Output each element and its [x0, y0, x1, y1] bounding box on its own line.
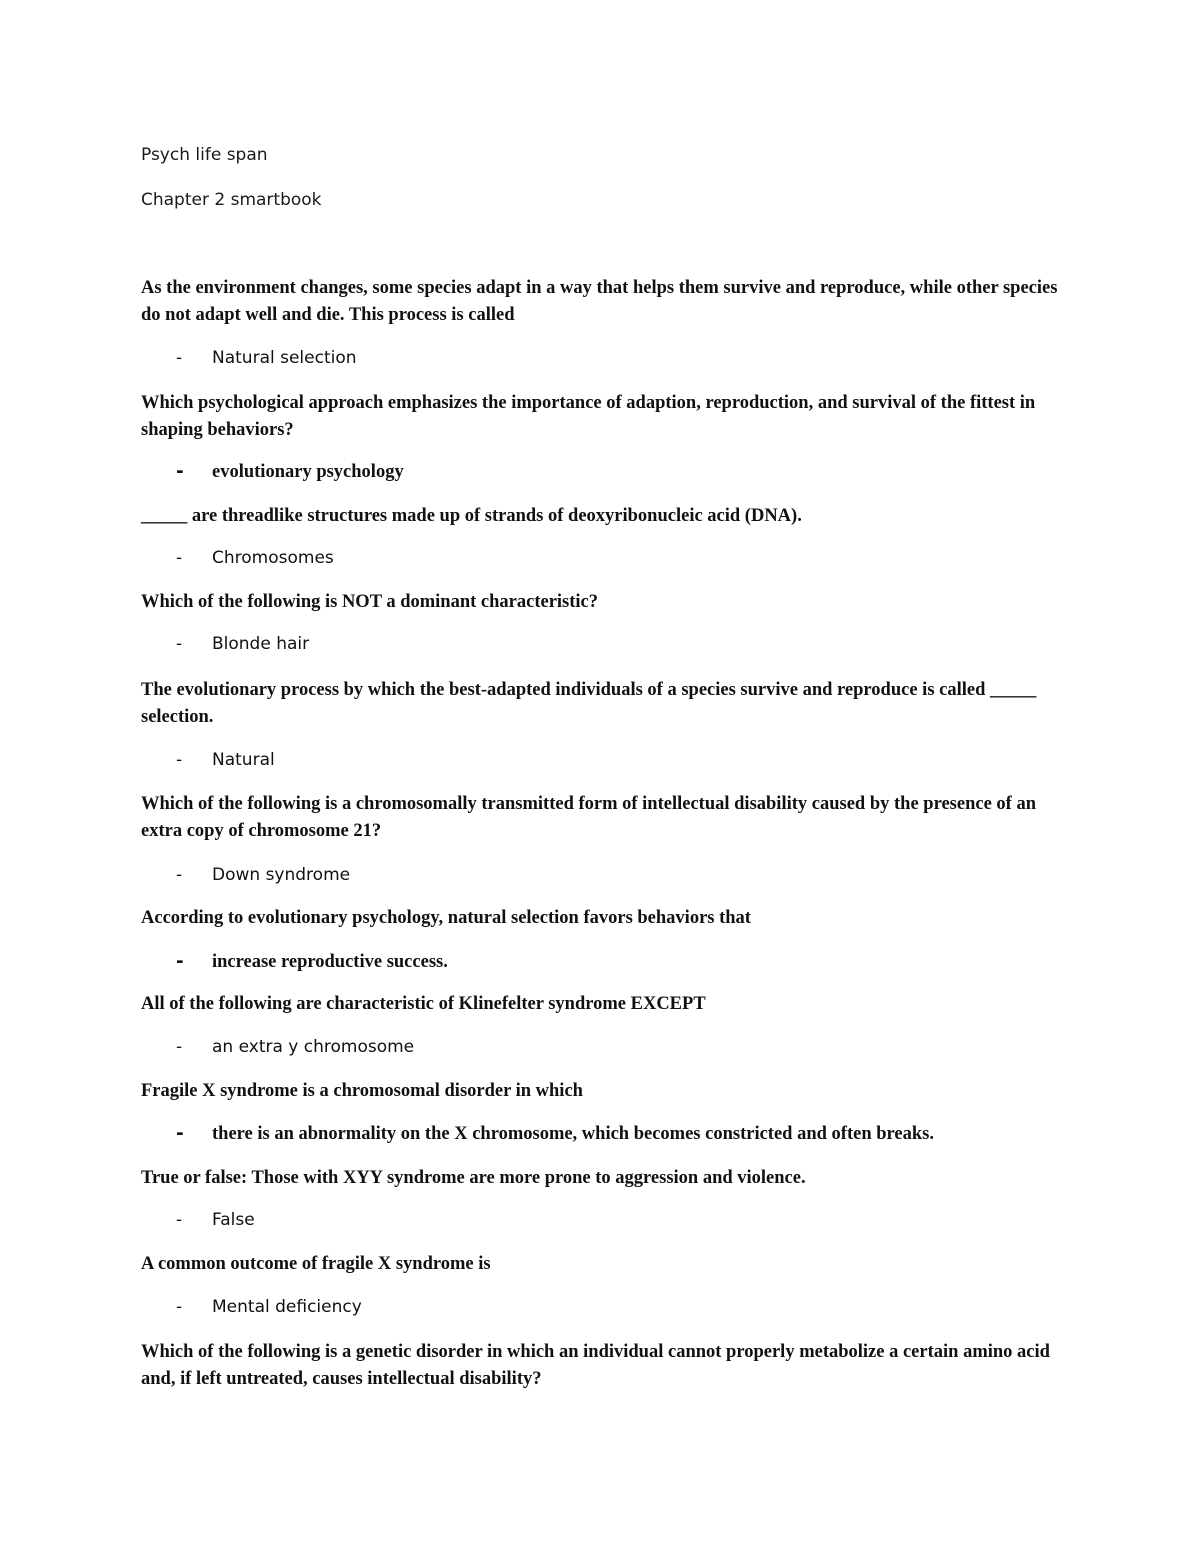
answer-item — [176, 1208, 255, 1232]
answer-text: Natural selection — [212, 348, 357, 368]
bullet-dash: - — [176, 548, 183, 568]
answer-item — [176, 748, 275, 772]
bullet-dash: - — [176, 1297, 183, 1317]
question-text: A common outcome of fragile X syndrome is — [141, 1254, 491, 1274]
question-text: _____ are threadlike structures made up of strands of deoxyribonucleic acid (DNA). — [141, 506, 802, 526]
question-text: According to evolutionary psychology, natural selection favors behaviors that — [141, 908, 751, 928]
answer-item — [176, 632, 309, 656]
bullet-dash: - — [176, 1037, 183, 1057]
answer-item — [176, 460, 404, 484]
bullet-dash: - — [176, 461, 184, 482]
answer-text: Down syndrome — [212, 865, 351, 885]
question-text: True or false: Those with XYY syndrome are more prone to aggression and violence. — [141, 1168, 806, 1188]
answer-item — [176, 1295, 362, 1319]
answer-text: Chromosomes — [212, 548, 334, 568]
question-text: Which of the following is a chromosomally transmitted form of intellectual disability caused by the presence of an extra copy of chromosome 21? — [141, 794, 1036, 841]
answer-item — [176, 950, 448, 974]
question-text: As the environment changes, some species adapt in a way that helps them survive and reproduce, while other species do not adapt well and die. This process is called — [141, 278, 1058, 325]
answer-text: Blonde hair — [212, 634, 310, 654]
question-text: Fragile X syndrome is a chromosomal disorder in which — [141, 1081, 583, 1101]
answer-item — [176, 1122, 934, 1146]
answer-text: evolutionary psychology — [212, 462, 404, 482]
answer-text: Mental deficiency — [212, 1297, 362, 1317]
answer-item — [176, 346, 357, 370]
document-title: Psych life span — [141, 145, 268, 165]
bullet-dash: - — [176, 750, 183, 770]
question-text: Which psychological approach emphasizes the importance of adaption, reproduction, and survival of the fittest in shaping behaviors? — [141, 393, 1036, 440]
answer-text: increase reproductive success. — [212, 952, 448, 972]
bullet-dash: - — [176, 1123, 184, 1144]
answer-text: an extra y chromosome — [212, 1037, 415, 1057]
answer-text: Natural — [212, 750, 275, 770]
answer-text: False — [212, 1210, 255, 1230]
question-text: Which of the following is a genetic disorder in which an individual cannot properly metabolize a certain amino acid and, if left untreated, causes intellectual disability? — [141, 1342, 1050, 1389]
question-text: The evolutionary process by which the best-adapted individuals of a species survive and reproduce is called _____ selection. — [141, 680, 1037, 727]
bullet-dash: - — [176, 634, 183, 654]
answer-item — [176, 1035, 414, 1059]
document-subtitle: Chapter 2 smartbook — [141, 190, 322, 210]
bullet-dash: - — [176, 1210, 183, 1230]
question-text: All of the following are characteristic of Klinefelter syndrome EXCEPT — [141, 994, 706, 1014]
answer-text: there is an abnormality on the X chromosome, which becomes constricted and often breaks. — [212, 1124, 934, 1144]
answer-item — [176, 546, 334, 570]
bullet-dash: - — [176, 951, 184, 972]
question-text: Which of the following is NOT a dominant characteristic? — [141, 592, 599, 612]
bullet-dash: - — [176, 865, 183, 885]
bullet-dash: - — [176, 348, 183, 368]
answer-item — [176, 863, 350, 887]
